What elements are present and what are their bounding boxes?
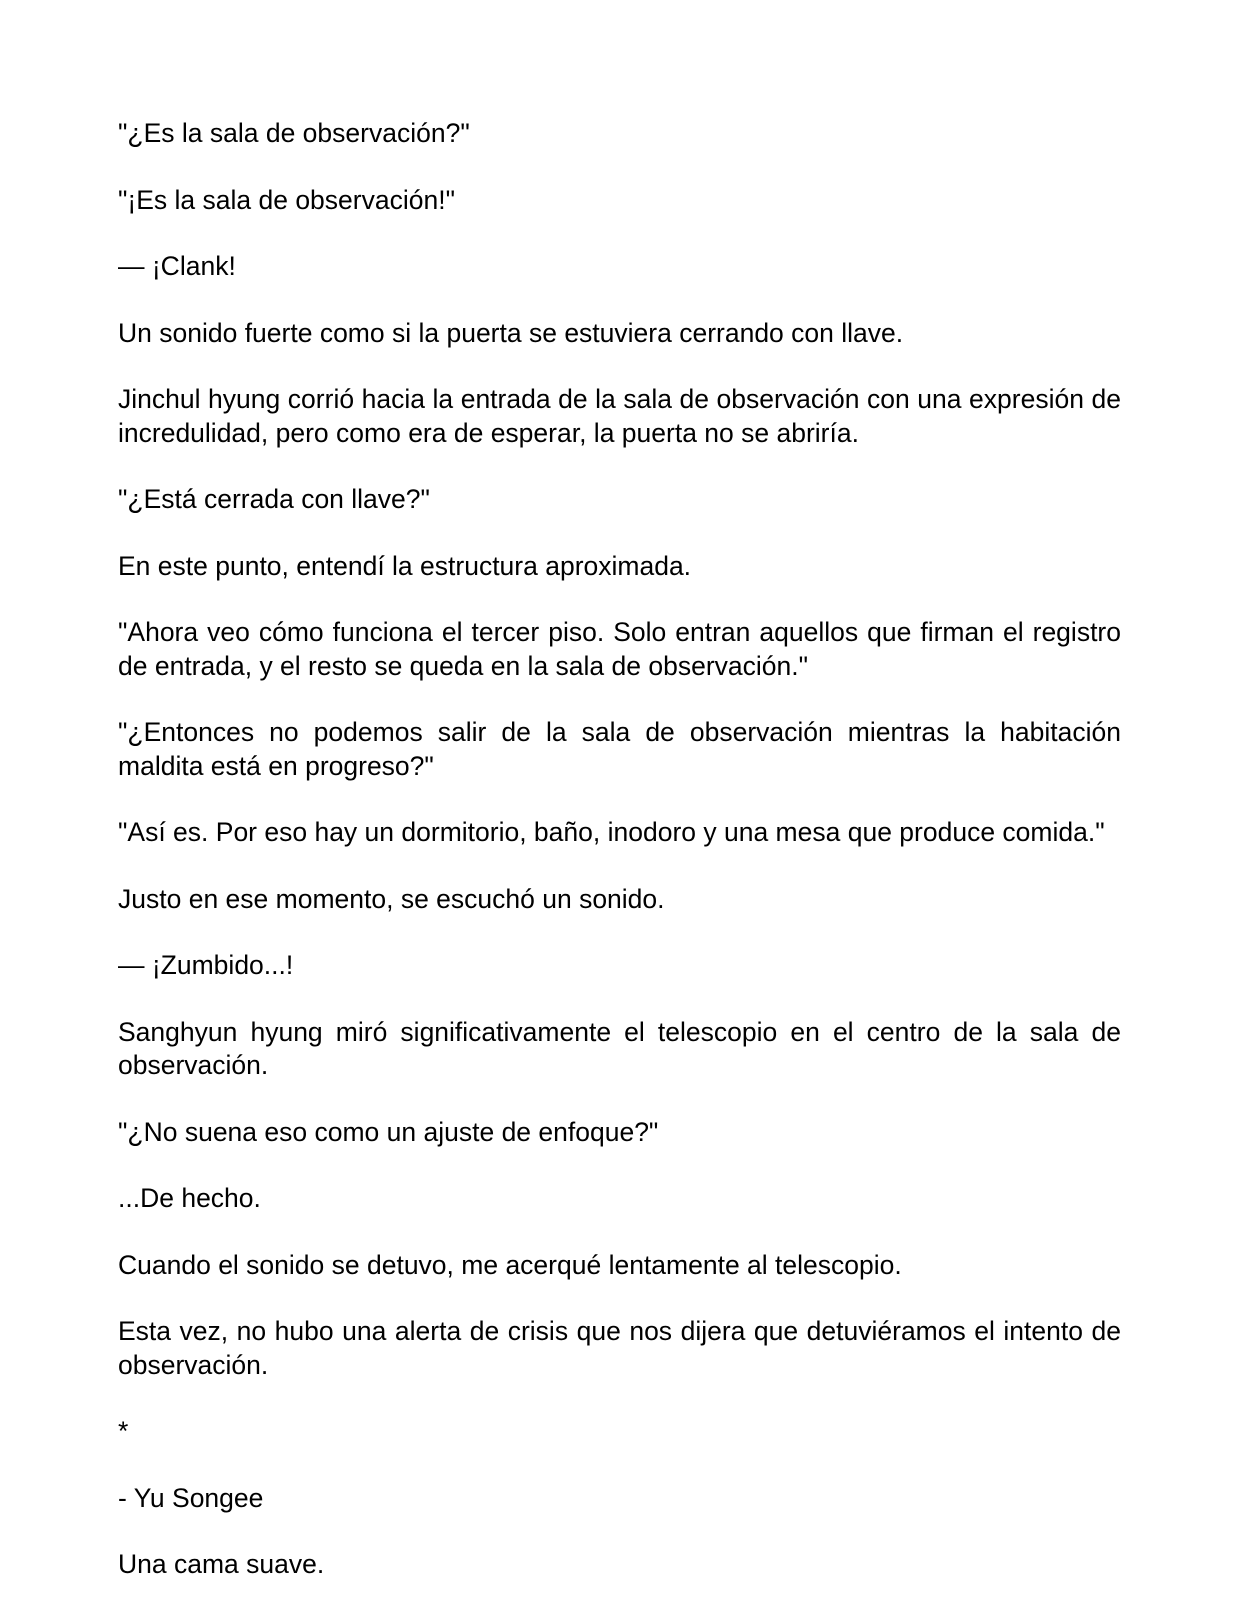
paragraph: "¿Es la sala de observación?" (118, 118, 470, 148)
section-break: * (118, 1416, 129, 1446)
paragraph: Justo en ese momento, se escuchó un sonido. (118, 883, 665, 914)
paragraph: — ¡Clank! (118, 251, 236, 281)
paragraph: "Ahora veo cómo funciona el tercer piso. Solo entran aquellos que firman el registro de entrada, y el resto se queda en la sala de observación." (118, 617, 1121, 681)
paragraph: Jinchul hyung corrió hacia la entrada de la sala de observación con una expresión de incredulidad, pero como era de esperar, la puerta no se abriría. (118, 384, 1121, 448)
paragraph: "¡Es la sala de observación!" (118, 184, 455, 215)
document-body (118, 117, 1121, 1615)
paragraph: En este punto, entendí la estructura aproximada. (118, 550, 692, 581)
paragraph: "¿Entonces no podemos salir de la sala de observación mientras la habitación maldita está en progreso?" (118, 717, 1121, 781)
pov-header: - Yu Songee (118, 1482, 264, 1513)
paragraph: Cuando el sonido se detuvo, me acerqué lentamente al telescopio. (118, 1249, 902, 1280)
paragraph: "Así es. Por eso hay un dormitorio, baño, inodoro y una mesa que produce comida." (118, 817, 1105, 847)
paragraph: "¿No suena eso como un ajuste de enfoque?" (118, 1116, 659, 1147)
paragraph: "¿Está cerrada con llave?" (118, 484, 430, 514)
paragraph: Sanghyun hyung miró significativamente el telescopio en el centro de la sala de observación. (118, 1016, 1121, 1080)
paragraph: Una cama suave. (118, 1549, 325, 1579)
paragraph: ...De hecho. (118, 1183, 261, 1213)
paragraph: Un sonido fuerte como si la puerta se estuviera cerrando con llave. (118, 317, 904, 348)
paragraph: Esta vez, no hubo una alerta de crisis que nos dijera que detuviéramos el intento de observación. (118, 1316, 1121, 1380)
paragraph: — ¡Zumbido...! (118, 950, 294, 980)
